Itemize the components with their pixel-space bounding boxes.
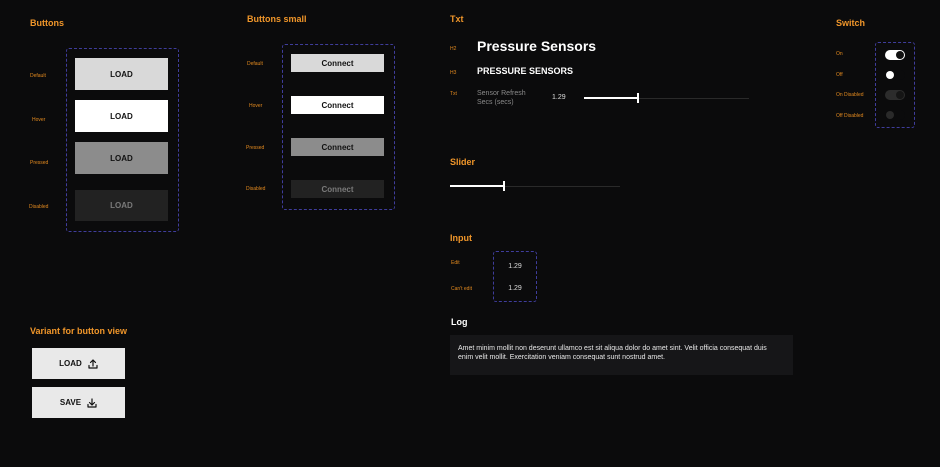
edit-input[interactable]: 1.29	[508, 263, 522, 270]
switch-off-knob	[886, 71, 894, 79]
load-button-default[interactable]: LOAD	[75, 58, 168, 90]
slider-section-title: Slider	[450, 157, 476, 167]
connect-button-pressed[interactable]: Connect	[291, 138, 384, 156]
switch-on-disabled-label: On Disabled	[836, 92, 864, 98]
switch-off-disabled-label: Off Disabled	[836, 113, 864, 119]
load-button-disabled[interactable]: LOAD	[75, 190, 168, 221]
log-panel	[450, 335, 793, 375]
load-upload-button[interactable]	[32, 348, 125, 379]
slider-thumb[interactable]	[503, 181, 505, 191]
switch-off[interactable]	[885, 70, 905, 80]
log-section-title: Log	[451, 317, 468, 327]
log-text: Amet minim mollit non deserunt ullamco est sit aliqua dolor do amet sint. Velit officia consequat duis enim velit mollit. Exercitation veniam consequat sunt nostrud amet.	[458, 345, 767, 361]
load-button-pressed[interactable]: LOAD	[75, 142, 168, 174]
switch-off-disabled-knob	[886, 111, 894, 119]
connect-button-hover[interactable]: Connect	[291, 96, 384, 114]
input-cant-edit-label: Can't edit	[451, 286, 472, 292]
sensor-refresh-value: 1.29	[552, 94, 566, 101]
switch-off-label: Off	[836, 72, 843, 78]
buttons-disabled-label: Disabled	[29, 204, 49, 210]
h2-text: Pressure Sensors	[477, 38, 597, 54]
variant-section-title: Variant for button view	[30, 326, 128, 336]
buttons-small-pressed-label: Pressed	[246, 145, 265, 151]
buttons-small-default-label: Default	[247, 61, 263, 67]
switch-on-knob	[896, 51, 904, 59]
txt-label: Txt	[450, 91, 457, 97]
h3-label: H3	[450, 70, 457, 76]
sensor-refresh-slider-thumb[interactable]	[637, 93, 639, 103]
input-section-title: Input	[450, 233, 472, 243]
txt-section-title: Txt	[450, 14, 464, 24]
buttons-small-hover-label: Hover	[249, 103, 263, 109]
h2-label: H2	[450, 46, 457, 52]
switch-on-disabled[interactable]	[885, 90, 905, 100]
connect-button-default[interactable]: Connect	[291, 54, 384, 72]
download-icon	[87, 398, 97, 408]
save-download-button[interactable]	[32, 387, 125, 418]
sensor-refresh-slider-fill	[584, 97, 638, 99]
load-upload-button-label: LOAD	[59, 359, 82, 368]
load-button-hover[interactable]: LOAD	[75, 100, 168, 132]
switch-on[interactable]	[885, 50, 905, 60]
switch-section-title: Switch	[836, 18, 866, 28]
connect-button-disabled[interactable]: Connect	[291, 180, 384, 198]
upload-icon	[88, 359, 98, 369]
switch-on-disabled-knob	[896, 91, 904, 99]
buttons-hover-label: Hover	[32, 117, 46, 123]
buttons-pressed-label: Pressed	[30, 160, 49, 166]
input-edit-label: Edit	[451, 260, 460, 266]
switch-on-label: On	[836, 51, 843, 57]
buttons-default-label: Default	[30, 73, 46, 79]
buttons-section-title: Buttons	[30, 18, 64, 28]
buttons-small-section-title: Buttons small	[247, 14, 307, 24]
sensor-refresh-label-line1: Sensor Refresh	[477, 90, 526, 97]
save-download-button-label: SAVE	[59, 398, 82, 407]
h3-text: PRESSURE SENSORS	[477, 66, 574, 76]
switch-off-disabled[interactable]	[885, 110, 905, 120]
sensor-refresh-label	[477, 89, 526, 107]
cant-edit-input: 1.29	[508, 285, 522, 292]
sensor-refresh-label-line2: Secs (secs)	[477, 99, 514, 106]
slider-fill	[450, 185, 504, 187]
buttons-small-disabled-label: Disabled	[246, 186, 266, 192]
